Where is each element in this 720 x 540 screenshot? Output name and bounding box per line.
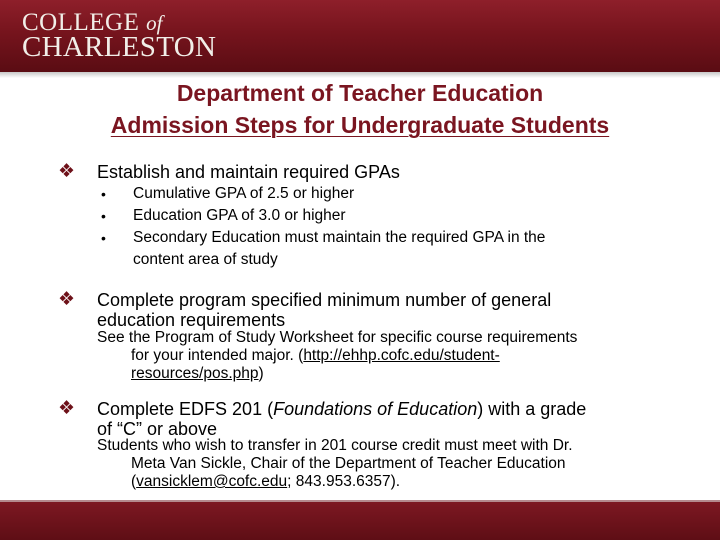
item-3-course-title: Foundations of Education [273, 399, 478, 419]
gpa-bullet-2: Education GPA of 3.0 or higher [133, 207, 346, 224]
email-link[interactable]: vansicklem@cofc.edu [136, 473, 288, 490]
item-3-heading-cont: of “C” or above [97, 419, 218, 439]
item-3-heading-pre: Complete EDFS 201 ( [97, 399, 274, 419]
logo-college: COLLEGE [22, 9, 140, 36]
logo-charleston: CHARLESTON [22, 31, 217, 63]
gpa-bullet-3: Secondary Education must maintain the required GPA in the [133, 229, 546, 246]
diamond-bullet-icon: ❖ [58, 289, 76, 310]
footer-band [0, 502, 720, 540]
gpa-bullet-1: Cumulative GPA of 2.5 or higher [133, 185, 355, 202]
item-2-note-cont [131, 348, 500, 364]
pos-link-part-1[interactable]: http://ehhp.cofc.edu/student- [303, 347, 500, 364]
bullet-dot-icon: • [101, 208, 106, 224]
item-2-note-text: for your intended major. ( [131, 347, 304, 364]
item-2-note-cont-2 [131, 366, 264, 382]
item-3-note-cont-2 [131, 474, 400, 490]
item-3-note-cont: Meta Van Sickle, Chair of the Department of Teacher Education [131, 455, 566, 472]
page-title: Department of Teacher Education [176, 80, 544, 106]
pos-link-part-2[interactable]: resources/pos.php [131, 365, 259, 382]
item-2-note-close: ) [258, 365, 264, 382]
logo-of: of [146, 11, 163, 35]
bullet-dot-icon: • [101, 230, 106, 246]
diamond-bullet-icon: ❖ [58, 398, 76, 419]
header-shadow [0, 72, 720, 78]
bullet-dot-icon: • [101, 186, 106, 202]
item-3-note: Students who wish to transfer in 201 course credit must meet with Dr. [97, 437, 573, 454]
item-2-heading: Complete program specified minimum number of general [97, 290, 552, 310]
item-3-heading [97, 399, 586, 419]
item-3-heading-post: ) with a grade [477, 399, 587, 419]
item-1-heading: Establish and maintain required GPAs [97, 162, 400, 182]
item-2-note: See the Program of Study Worksheet for specific course requirements [97, 329, 578, 346]
diamond-bullet-icon: ❖ [58, 161, 76, 182]
item-3-note-open: ( [131, 473, 137, 490]
page-subtitle: Admission Steps for Undergraduate Students [110, 112, 610, 138]
gpa-bullet-3-cont: content area of study [133, 251, 278, 268]
item-2-heading-cont: education requirements [97, 310, 286, 330]
item-3-note-rest: ; 843.953.6357). [287, 473, 401, 490]
